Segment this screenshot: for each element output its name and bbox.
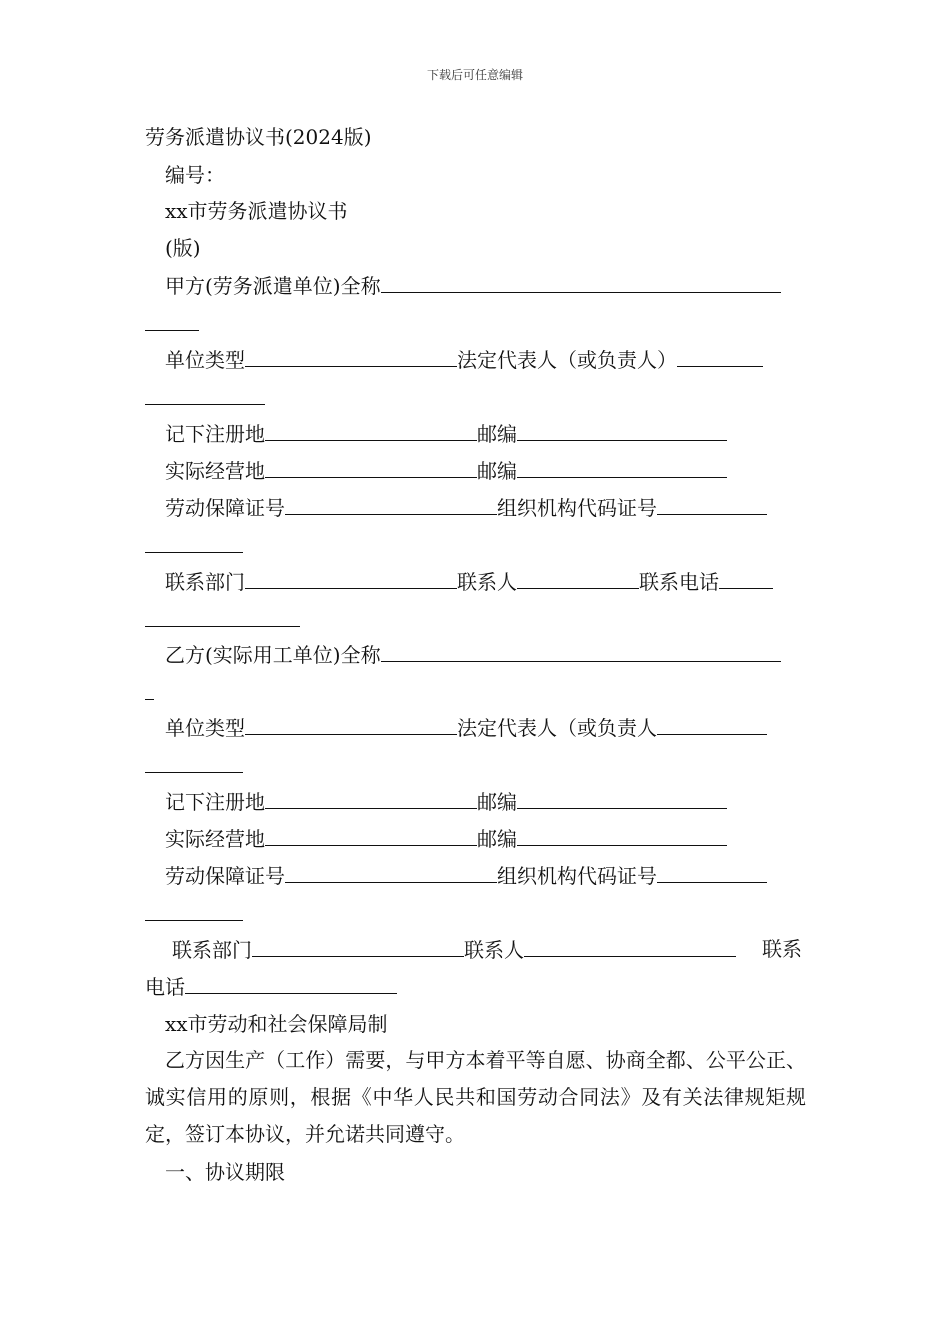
party-b-postcode1-label: 邮编 — [477, 790, 517, 814]
party-a-person-blank[interactable] — [517, 568, 639, 589]
party-a-type-row — [165, 346, 763, 373]
party-b-cert-blank[interactable] — [285, 862, 497, 883]
party-b-type-blank[interactable] — [245, 714, 457, 735]
party-a-org-blank[interactable] — [657, 494, 767, 515]
party-a-org-label: 组织机构代码证号 — [497, 496, 657, 520]
party-b-org-label: 组织机构代码证号 — [497, 864, 657, 888]
party-b-cert-label: 劳动保障证号 — [165, 864, 285, 888]
party-a-postcode1-label: 邮编 — [477, 422, 517, 446]
party-b-name-label: 乙方(实际用工单位)全称 — [165, 643, 381, 667]
party-b-dept-blank[interactable] — [252, 936, 464, 957]
party-a-org-blank-cont[interactable] — [145, 532, 243, 559]
document-subtitle: xx市劳务派遣协议书 — [165, 199, 348, 223]
party-a-name-row — [165, 272, 781, 299]
party-a-rep-blank[interactable] — [677, 346, 763, 367]
party-b-reg-blank[interactable] — [265, 788, 477, 809]
party-a-reg-blank[interactable] — [265, 420, 477, 441]
party-b-contact-row — [172, 936, 736, 963]
party-b-actual-row — [165, 825, 727, 852]
party-b-rep-blank-cont[interactable] — [145, 752, 243, 779]
party-b-postcode1-blank[interactable] — [517, 788, 727, 809]
party-a-person-label: 联系人 — [457, 570, 517, 594]
version-label: (版) — [165, 236, 201, 260]
party-a-dept-label: 联系部门 — [165, 570, 245, 594]
party-a-name-label: 甲方(劳务派遣单位)全称 — [165, 274, 381, 298]
party-a-actual-label: 实际经营地 — [165, 459, 265, 483]
party-b-phone-row — [145, 973, 397, 1000]
party-b-type-row — [165, 714, 767, 741]
party-b-phone-blank[interactable] — [185, 973, 397, 994]
party-a-contact-row — [165, 568, 773, 595]
party-b-org-blank[interactable] — [657, 862, 767, 883]
party-b-reg-label: 记下注册地 — [165, 790, 265, 814]
number-label: 编号： — [165, 163, 225, 187]
section-1-heading: 一、协议期限 — [165, 1160, 285, 1184]
party-a-phone-blank-cont[interactable] — [145, 606, 300, 633]
party-a-reg-label: 记下注册地 — [165, 422, 265, 446]
party-b-postcode2-label: 邮编 — [477, 827, 517, 851]
party-a-phone-blank[interactable] — [719, 568, 773, 589]
party-a-cert-row — [165, 494, 767, 521]
party-b-actual-blank[interactable] — [265, 825, 477, 846]
party-b-rep-blank[interactable] — [657, 714, 767, 735]
party-b-person-label: 联系人 — [464, 938, 524, 962]
party-b-phone-label-b: 电话 — [145, 975, 185, 999]
party-a-actual-row — [165, 457, 727, 484]
bureau-line: xx市劳动和社会保障局制 — [165, 1012, 388, 1036]
party-b-actual-label: 实际经营地 — [165, 827, 265, 851]
party-b-name-blank-cont[interactable] — [145, 679, 154, 706]
party-a-rep-blank-cont[interactable] — [145, 384, 265, 411]
party-b-dept-label: 联系部门 — [172, 938, 252, 962]
party-a-cert-blank[interactable] — [285, 494, 497, 515]
party-b-name-blank[interactable] — [381, 641, 781, 662]
party-b-org-blank-cont[interactable] — [145, 900, 243, 927]
party-b-phone-label-a: 联系 — [762, 937, 802, 961]
party-b-cert-row — [165, 862, 767, 889]
party-b-type-label: 单位类型 — [165, 716, 245, 740]
party-a-name-blank[interactable] — [381, 272, 781, 293]
party-a-type-blank[interactable] — [245, 346, 457, 367]
party-a-postcode2-label: 邮编 — [477, 459, 517, 483]
party-a-name-blank-cont[interactable] — [145, 310, 199, 337]
intro-paragraph: 乙方因生产（工作）需要，与甲方本着平等自愿、协商全都、公平公正、诚实信用的原则，根据《中华人民共和国劳动合同法》及有关法律规矩规定，签订本协议，并允诺共同遵守。 — [145, 1048, 806, 1146]
party-a-rep-label: 法定代表人（或负责人） — [457, 348, 677, 372]
document-title: 劳务派遣协议书(2024版) — [145, 125, 372, 149]
party-a-reg-row — [165, 420, 727, 447]
party-b-reg-row — [165, 788, 727, 815]
party-a-cert-label: 劳动保障证号 — [165, 496, 285, 520]
party-a-actual-blank[interactable] — [265, 457, 477, 478]
party-a-postcode2-blank[interactable] — [517, 457, 727, 478]
party-a-type-label: 单位类型 — [165, 348, 245, 372]
party-b-name-row — [165, 641, 781, 668]
page-header: 下载后可任意编辑 — [426, 68, 523, 82]
party-a-phone-label: 联系电话 — [639, 570, 719, 594]
party-b-person-blank[interactable] — [524, 936, 736, 957]
party-b-rep-label: 法定代表人（或负责人 — [457, 716, 657, 740]
party-b-postcode2-blank[interactable] — [517, 825, 727, 846]
party-a-dept-blank[interactable] — [245, 568, 457, 589]
party-a-postcode1-blank[interactable] — [517, 420, 727, 441]
